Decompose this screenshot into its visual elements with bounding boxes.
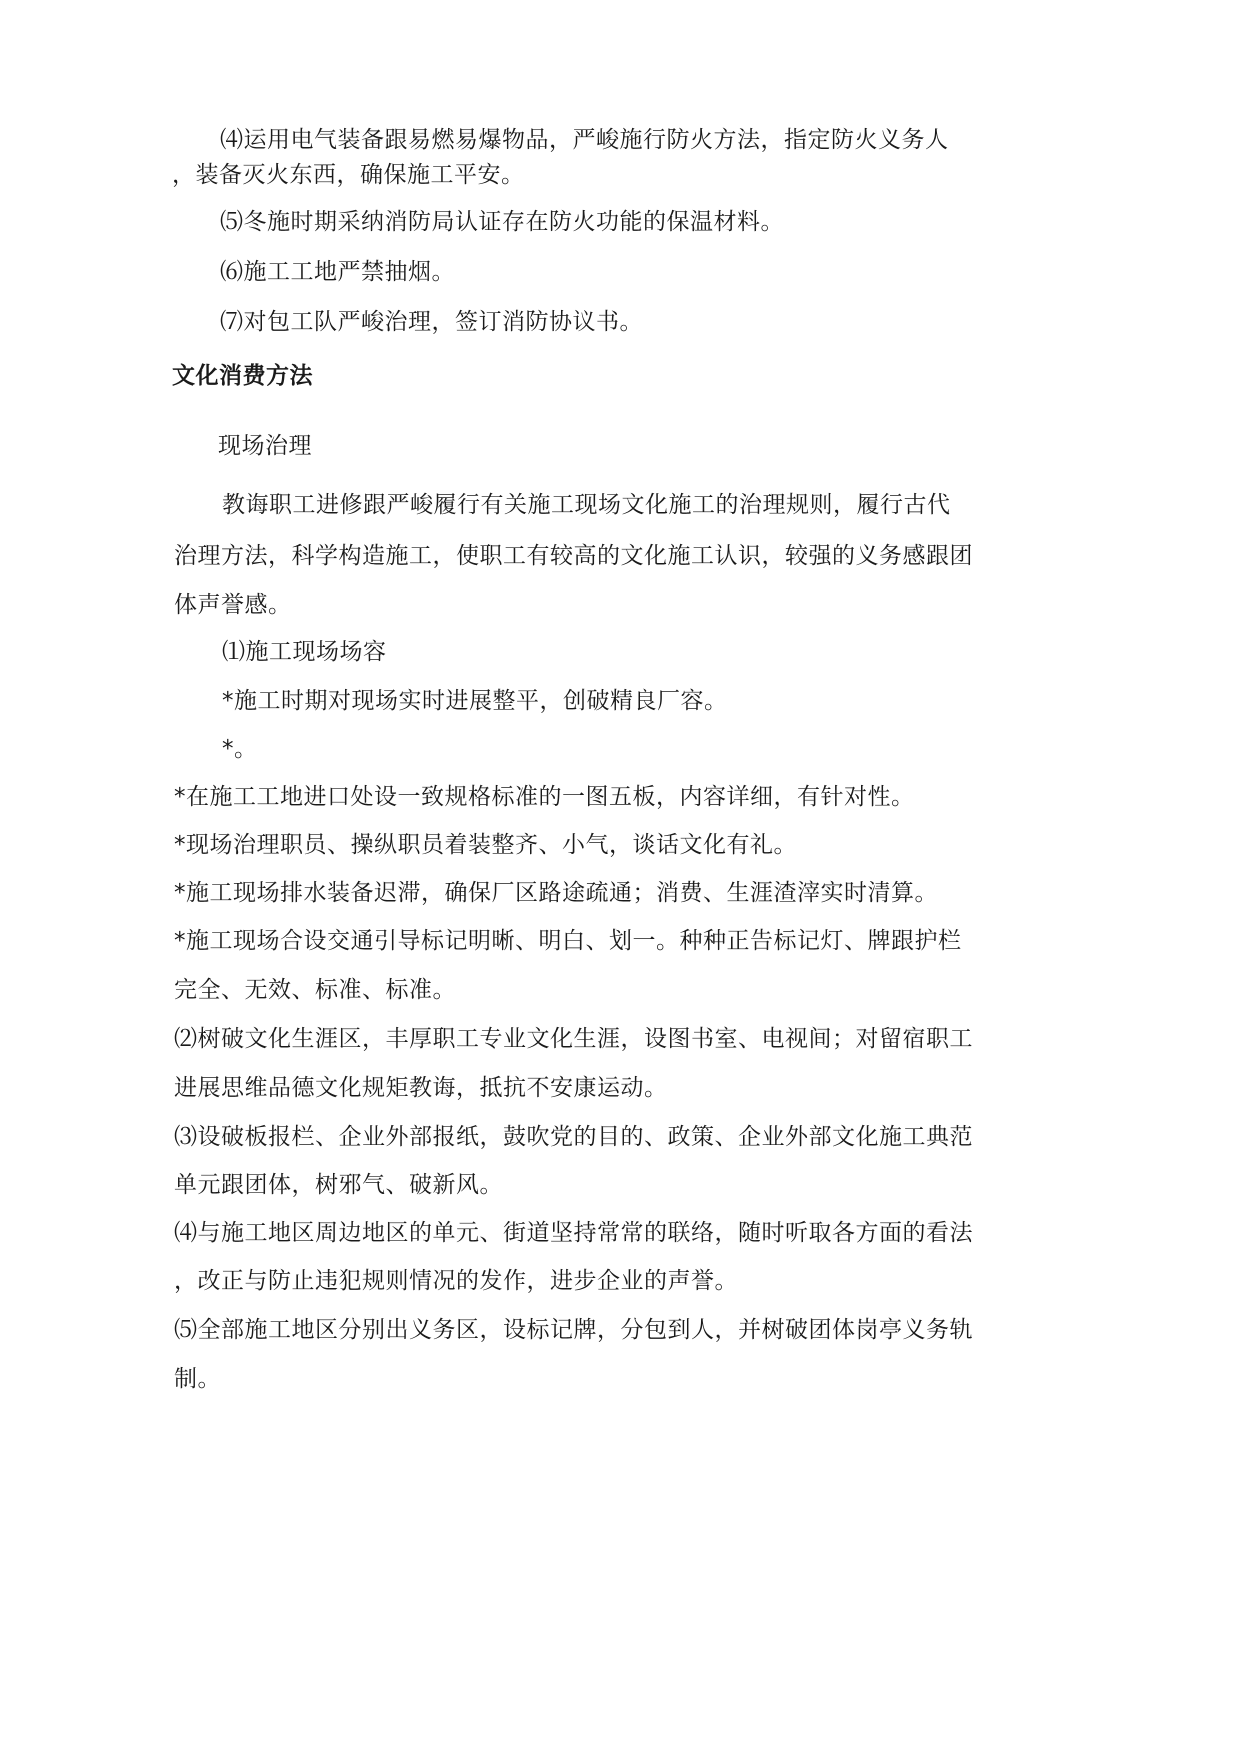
- list-item: *施工现场合设交通引导标记明晰、明白、划一。种种正告标记灯、牌跟护栏: [174, 928, 962, 954]
- list-item: *施工现场排水装备迟滞，确保厂区路途疏通；消费、生涯渣滓实时清算。: [174, 880, 938, 906]
- paragraph-line: 教诲职工进修跟严峻履行有关施工现场文化施工的治理规则，履行古代: [222, 492, 951, 518]
- list-item: *施工时期对现场实时进展整平，创破精良厂容。: [222, 688, 728, 714]
- paragraph-line: ，装备灭火东西，确保施工平安。: [172, 162, 525, 188]
- paragraph-line: 体声誉感。: [174, 592, 292, 618]
- paragraph-line: ⑶设破板报栏、企业外部报纸，鼓吹党的目的、政策、企业外部文化施工典范: [174, 1124, 973, 1150]
- paragraph-line: ⑸全部施工地区分别出义务区，设标记牌，分包到人，并树破团体岗亭义务轨: [174, 1317, 973, 1343]
- paragraph-line: ⑵树破文化生涯区，丰厚职工专业文化生涯，设图书室、电视间；对留宿职工: [174, 1026, 973, 1052]
- paragraph-line: 制。: [174, 1366, 221, 1392]
- paragraph-line: ⑷运用电气装备跟易燃易爆物品，严峻施行防火方法，指定防火义务人: [220, 127, 949, 153]
- paragraph-line: 单元跟团体，树邪气、破新风。: [174, 1172, 503, 1198]
- paragraph-line: ，改正与防止违犯规则情况的发作，进步企业的声誉。: [174, 1268, 738, 1294]
- list-item: *在施工工地进口处设一致规格标准的一图五板，内容详细，有针对性。: [174, 784, 915, 810]
- paragraph-line: ⑷与施工地区周边地区的单元、街道坚持常常的联络，随时听取各方面的看法: [174, 1220, 973, 1246]
- list-heading: ⑴施工现场场容: [222, 639, 387, 665]
- paragraph-line: ⑸冬施时期采纳消防局认证存在防火功能的保温材料。: [220, 209, 784, 235]
- subsection-title: 现场治理: [218, 433, 312, 459]
- list-item: *。: [222, 736, 258, 762]
- list-item-continuation: 完全、无效、标准、标准。: [174, 977, 456, 1003]
- paragraph-line: ⑺对包工队严峻治理，签订消防协议书。: [220, 309, 643, 335]
- list-item: *现场治理职员、操纵职员着装整齐、小气，谈话文化有礼。: [174, 832, 797, 858]
- paragraph-line: 治理方法，科学构造施工，使职工有较高的文化施工认识，较强的义务感跟团: [174, 543, 973, 569]
- section-heading: 文化消费方法: [172, 363, 313, 389]
- paragraph-line: ⑹施工工地严禁抽烟。: [220, 259, 455, 285]
- paragraph-line: 进展思维品德文化规矩教诲，抵抗不安康运动。: [174, 1075, 668, 1101]
